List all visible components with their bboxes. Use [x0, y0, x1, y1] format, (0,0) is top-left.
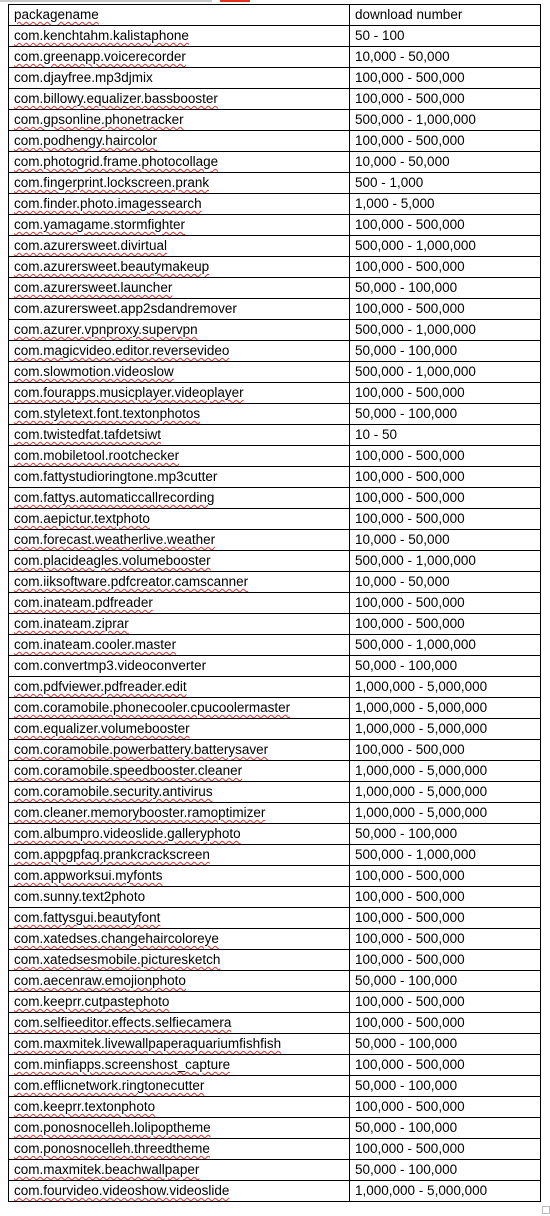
download-number-cell: 50,000 - 100,000	[350, 1076, 541, 1097]
package-download-table	[8, 4, 541, 1202]
package-name-cell: com.coramobile.powerbattery.batterysaver	[9, 740, 350, 761]
download-number-cell: 1,000,000 - 5,000,000	[350, 782, 541, 803]
table-row	[9, 677, 541, 698]
package-name-cell: com.azurersweet.divirtual	[9, 236, 350, 257]
table-row	[9, 1034, 541, 1055]
package-name-cell: com.aepictur.textphoto	[9, 509, 350, 530]
download-number-cell: 100,000 - 500,000	[350, 89, 541, 110]
table-row	[9, 1181, 541, 1202]
top-rule-gray	[0, 0, 212, 2]
package-name-cell: com.mobiletool.rootchecker	[9, 446, 350, 467]
download-number-cell: 500 - 1,000	[350, 173, 541, 194]
table-row	[9, 551, 541, 572]
download-number-cell: 100,000 - 500,000	[350, 1013, 541, 1034]
download-number-cell: 500,000 - 1,000,000	[350, 551, 541, 572]
package-name-cell: com.djayfree.mp3djmix	[9, 68, 350, 89]
table-row	[9, 1097, 541, 1118]
download-number-cell: 100,000 - 500,000	[350, 299, 541, 320]
package-name-cell: com.azurersweet.app2sdandremover	[9, 299, 350, 320]
download-number-cell: 500,000 - 1,000,000	[350, 110, 541, 131]
header-row	[9, 5, 541, 26]
download-number-cell: 10,000 - 50,000	[350, 47, 541, 68]
download-number-cell: 100,000 - 500,000	[350, 488, 541, 509]
table-row	[9, 425, 541, 446]
header-download-number: download number	[350, 5, 541, 26]
table-body	[9, 5, 541, 1202]
package-name-cell: com.albumpro.videoslide.galleryphoto	[9, 824, 350, 845]
table-row	[9, 446, 541, 467]
table-row	[9, 761, 541, 782]
download-number-cell: 50 - 100	[350, 26, 541, 47]
package-name-cell: com.azurer.vpnproxy.supervpn	[9, 320, 350, 341]
package-name-cell: com.inateam.pdfreader	[9, 593, 350, 614]
download-number-cell: 1,000,000 - 5,000,000	[350, 719, 541, 740]
package-name-cell: com.ponosnocelleh.threedtheme	[9, 1139, 350, 1160]
package-name-cell: com.coramobile.phonecooler.cpucoolermaster	[9, 698, 350, 719]
package-name-cell: com.slowmotion.videoslow	[9, 362, 350, 383]
download-number-cell: 50,000 - 100,000	[350, 1160, 541, 1181]
package-name-cell: com.placideagles.volumebooster	[9, 551, 350, 572]
table-row	[9, 89, 541, 110]
table-row	[9, 383, 541, 404]
table-row	[9, 719, 541, 740]
package-name-cell: com.twistedfat.tafdetsiwt	[9, 425, 350, 446]
download-number-cell: 100,000 - 500,000	[350, 131, 541, 152]
table-row	[9, 194, 541, 215]
package-name-cell: com.maxmitek.beachwallpaper	[9, 1160, 350, 1181]
download-number-cell: 1,000 - 5,000	[350, 194, 541, 215]
package-name-cell: com.gpsonline.phonetracker	[9, 110, 350, 131]
download-number-cell: 50,000 - 100,000	[350, 278, 541, 299]
table-row	[9, 488, 541, 509]
table-row	[9, 1160, 541, 1181]
table-row	[9, 803, 541, 824]
table-row	[9, 593, 541, 614]
table-row	[9, 866, 541, 887]
table-row	[9, 278, 541, 299]
table-row	[9, 236, 541, 257]
package-name-cell: com.azurersweet.beautymakeup	[9, 257, 350, 278]
package-name-cell: com.minfiapps.screenshost_capture	[9, 1055, 350, 1076]
download-number-cell: 100,000 - 500,000	[350, 908, 541, 929]
package-name-cell: com.coramobile.speedbooster.cleaner	[9, 761, 350, 782]
package-name-cell: com.yamagame.stormfighter	[9, 215, 350, 236]
package-name-cell: com.convertmp3.videoconverter	[9, 656, 350, 677]
package-name-cell: com.fattystudioringtone.mp3cutter	[9, 467, 350, 488]
download-number-cell: 100,000 - 500,000	[350, 1055, 541, 1076]
page-corner-mark	[542, 1206, 550, 1214]
table-row	[9, 1055, 541, 1076]
download-number-cell: 50,000 - 100,000	[350, 341, 541, 362]
download-number-cell: 500,000 - 1,000,000	[350, 362, 541, 383]
download-number-cell: 50,000 - 100,000	[350, 824, 541, 845]
download-number-cell: 100,000 - 500,000	[350, 257, 541, 278]
download-number-cell: 500,000 - 1,000,000	[350, 236, 541, 257]
table-row	[9, 614, 541, 635]
package-name-cell: com.forecast.weatherlive.weather	[9, 530, 350, 551]
table-row	[9, 782, 541, 803]
table-row	[9, 530, 541, 551]
package-name-cell: com.styletext.font.textonphotos	[9, 404, 350, 425]
table-row	[9, 656, 541, 677]
download-number-cell: 50,000 - 100,000	[350, 404, 541, 425]
table-row	[9, 152, 541, 173]
table-row	[9, 299, 541, 320]
download-number-cell: 100,000 - 500,000	[350, 950, 541, 971]
table-row	[9, 929, 541, 950]
table-row	[9, 173, 541, 194]
package-name-cell: com.appgpfaq.prankcrackscreen	[9, 845, 350, 866]
table-row	[9, 404, 541, 425]
download-number-cell: 50,000 - 100,000	[350, 656, 541, 677]
table-row	[9, 740, 541, 761]
table-row	[9, 362, 541, 383]
package-name-cell: com.equalizer.volumebooster	[9, 719, 350, 740]
download-number-cell: 10,000 - 50,000	[350, 572, 541, 593]
table-row	[9, 950, 541, 971]
download-number-cell: 100,000 - 500,000	[350, 509, 541, 530]
download-number-cell: 10,000 - 50,000	[350, 530, 541, 551]
package-name-cell: com.cleaner.memorybooster.ramoptimizer	[9, 803, 350, 824]
download-number-cell: 100,000 - 500,000	[350, 68, 541, 89]
table-row	[9, 257, 541, 278]
table-row	[9, 467, 541, 488]
package-name-cell: com.coramobile.security.antivirus	[9, 782, 350, 803]
package-name-cell: com.kenchtahm.kalistaphone	[9, 26, 350, 47]
table-row	[9, 908, 541, 929]
download-number-cell: 100,000 - 500,000	[350, 740, 541, 761]
download-number-cell: 100,000 - 500,000	[350, 1139, 541, 1160]
package-name-cell: com.magicvideo.editor.reversevideo	[9, 341, 350, 362]
download-number-cell: 50,000 - 100,000	[350, 1118, 541, 1139]
download-number-cell: 100,000 - 500,000	[350, 446, 541, 467]
download-number-cell: 10 - 50	[350, 425, 541, 446]
header-packagename: packagename	[9, 5, 350, 26]
package-name-cell: com.inateam.cooler.master	[9, 635, 350, 656]
table-row	[9, 635, 541, 656]
package-name-cell: com.iiksoftware.pdfcreator.camscanner	[9, 572, 350, 593]
table-row	[9, 320, 541, 341]
download-number-cell: 100,000 - 500,000	[350, 1097, 541, 1118]
download-number-cell: 500,000 - 1,000,000	[350, 320, 541, 341]
table-row	[9, 110, 541, 131]
top-rule-red	[220, 0, 250, 2]
table-row	[9, 992, 541, 1013]
download-number-cell: 500,000 - 1,000,000	[350, 635, 541, 656]
download-number-cell: 50,000 - 100,000	[350, 1034, 541, 1055]
download-number-cell: 1,000,000 - 5,000,000	[350, 803, 541, 824]
table-row	[9, 47, 541, 68]
package-name-cell: com.greenapp.voicerecorder	[9, 47, 350, 68]
download-number-cell: 100,000 - 500,000	[350, 614, 541, 635]
package-name-cell: com.xatedses.changehaircoloreye	[9, 929, 350, 950]
package-name-cell: com.photogrid.frame.photocollage	[9, 152, 350, 173]
package-name-cell: com.fourapps.musicplayer.videoplayer	[9, 383, 350, 404]
table-row	[9, 68, 541, 89]
package-name-cell: com.fattys.automaticcallrecording	[9, 488, 350, 509]
package-name-cell: com.efflicnetwork.ringtonecutter	[9, 1076, 350, 1097]
package-name-cell: com.pdfviewer.pdfreader.edit	[9, 677, 350, 698]
package-name-cell: com.finder.photo.imagessearch	[9, 194, 350, 215]
table-row	[9, 509, 541, 530]
table-row	[9, 572, 541, 593]
download-number-cell: 100,000 - 500,000	[350, 887, 541, 908]
table-row	[9, 845, 541, 866]
table-row	[9, 824, 541, 845]
package-name-cell: com.fingerprint.lockscreen.prank	[9, 173, 350, 194]
download-number-cell: 50,000 - 100,000	[350, 971, 541, 992]
package-name-cell: com.xatedsesmobile.picturesketch	[9, 950, 350, 971]
download-number-cell: 500,000 - 1,000,000	[350, 845, 541, 866]
package-name-cell: com.ponosnocelleh.lolipoptheme	[9, 1118, 350, 1139]
package-name-cell: com.keeprr.textonphoto	[9, 1097, 350, 1118]
download-number-cell: 10,000 - 50,000	[350, 152, 541, 173]
package-name-cell: com.billowy.equalizer.bassbooster	[9, 89, 350, 110]
download-number-cell: 100,000 - 500,000	[350, 383, 541, 404]
package-name-cell: com.selfieeditor.effects.selfiecamera	[9, 1013, 350, 1034]
package-name-cell: com.maxmitek.livewallpaperaquariumfishfish	[9, 1034, 350, 1055]
download-number-cell: 100,000 - 500,000	[350, 215, 541, 236]
table-row	[9, 215, 541, 236]
package-name-cell: com.aecenraw.emojionphoto	[9, 971, 350, 992]
download-number-cell: 1,000,000 - 5,000,000	[350, 1181, 541, 1202]
table-row	[9, 131, 541, 152]
package-name-cell: com.podhengy.haircolor	[9, 131, 350, 152]
table-row	[9, 1013, 541, 1034]
package-name-cell: com.azurersweet.launcher	[9, 278, 350, 299]
download-number-cell: 100,000 - 500,000	[350, 929, 541, 950]
table-row	[9, 341, 541, 362]
package-name-cell: com.inateam.ziprar	[9, 614, 350, 635]
table-row	[9, 1118, 541, 1139]
table-row	[9, 698, 541, 719]
table-row	[9, 887, 541, 908]
package-name-cell: com.fattysgui.beautyfont	[9, 908, 350, 929]
table-row	[9, 971, 541, 992]
download-number-cell: 100,000 - 500,000	[350, 992, 541, 1013]
package-name-cell: com.keeprr.cutpastephoto	[9, 992, 350, 1013]
table-row	[9, 26, 541, 47]
download-number-cell: 1,000,000 - 5,000,000	[350, 698, 541, 719]
download-number-cell: 1,000,000 - 5,000,000	[350, 677, 541, 698]
table-row	[9, 1139, 541, 1160]
download-number-cell: 100,000 - 500,000	[350, 593, 541, 614]
package-name-cell: com.fourvideo.videoshow.videoslide	[9, 1181, 350, 1202]
download-number-cell: 100,000 - 500,000	[350, 467, 541, 488]
download-number-cell: 100,000 - 500,000	[350, 866, 541, 887]
package-name-cell: com.appworksui.myfonts	[9, 866, 350, 887]
package-name-cell: com.sunny.text2photo	[9, 887, 350, 908]
download-number-cell: 1,000,000 - 5,000,000	[350, 761, 541, 782]
table-row	[9, 1076, 541, 1097]
